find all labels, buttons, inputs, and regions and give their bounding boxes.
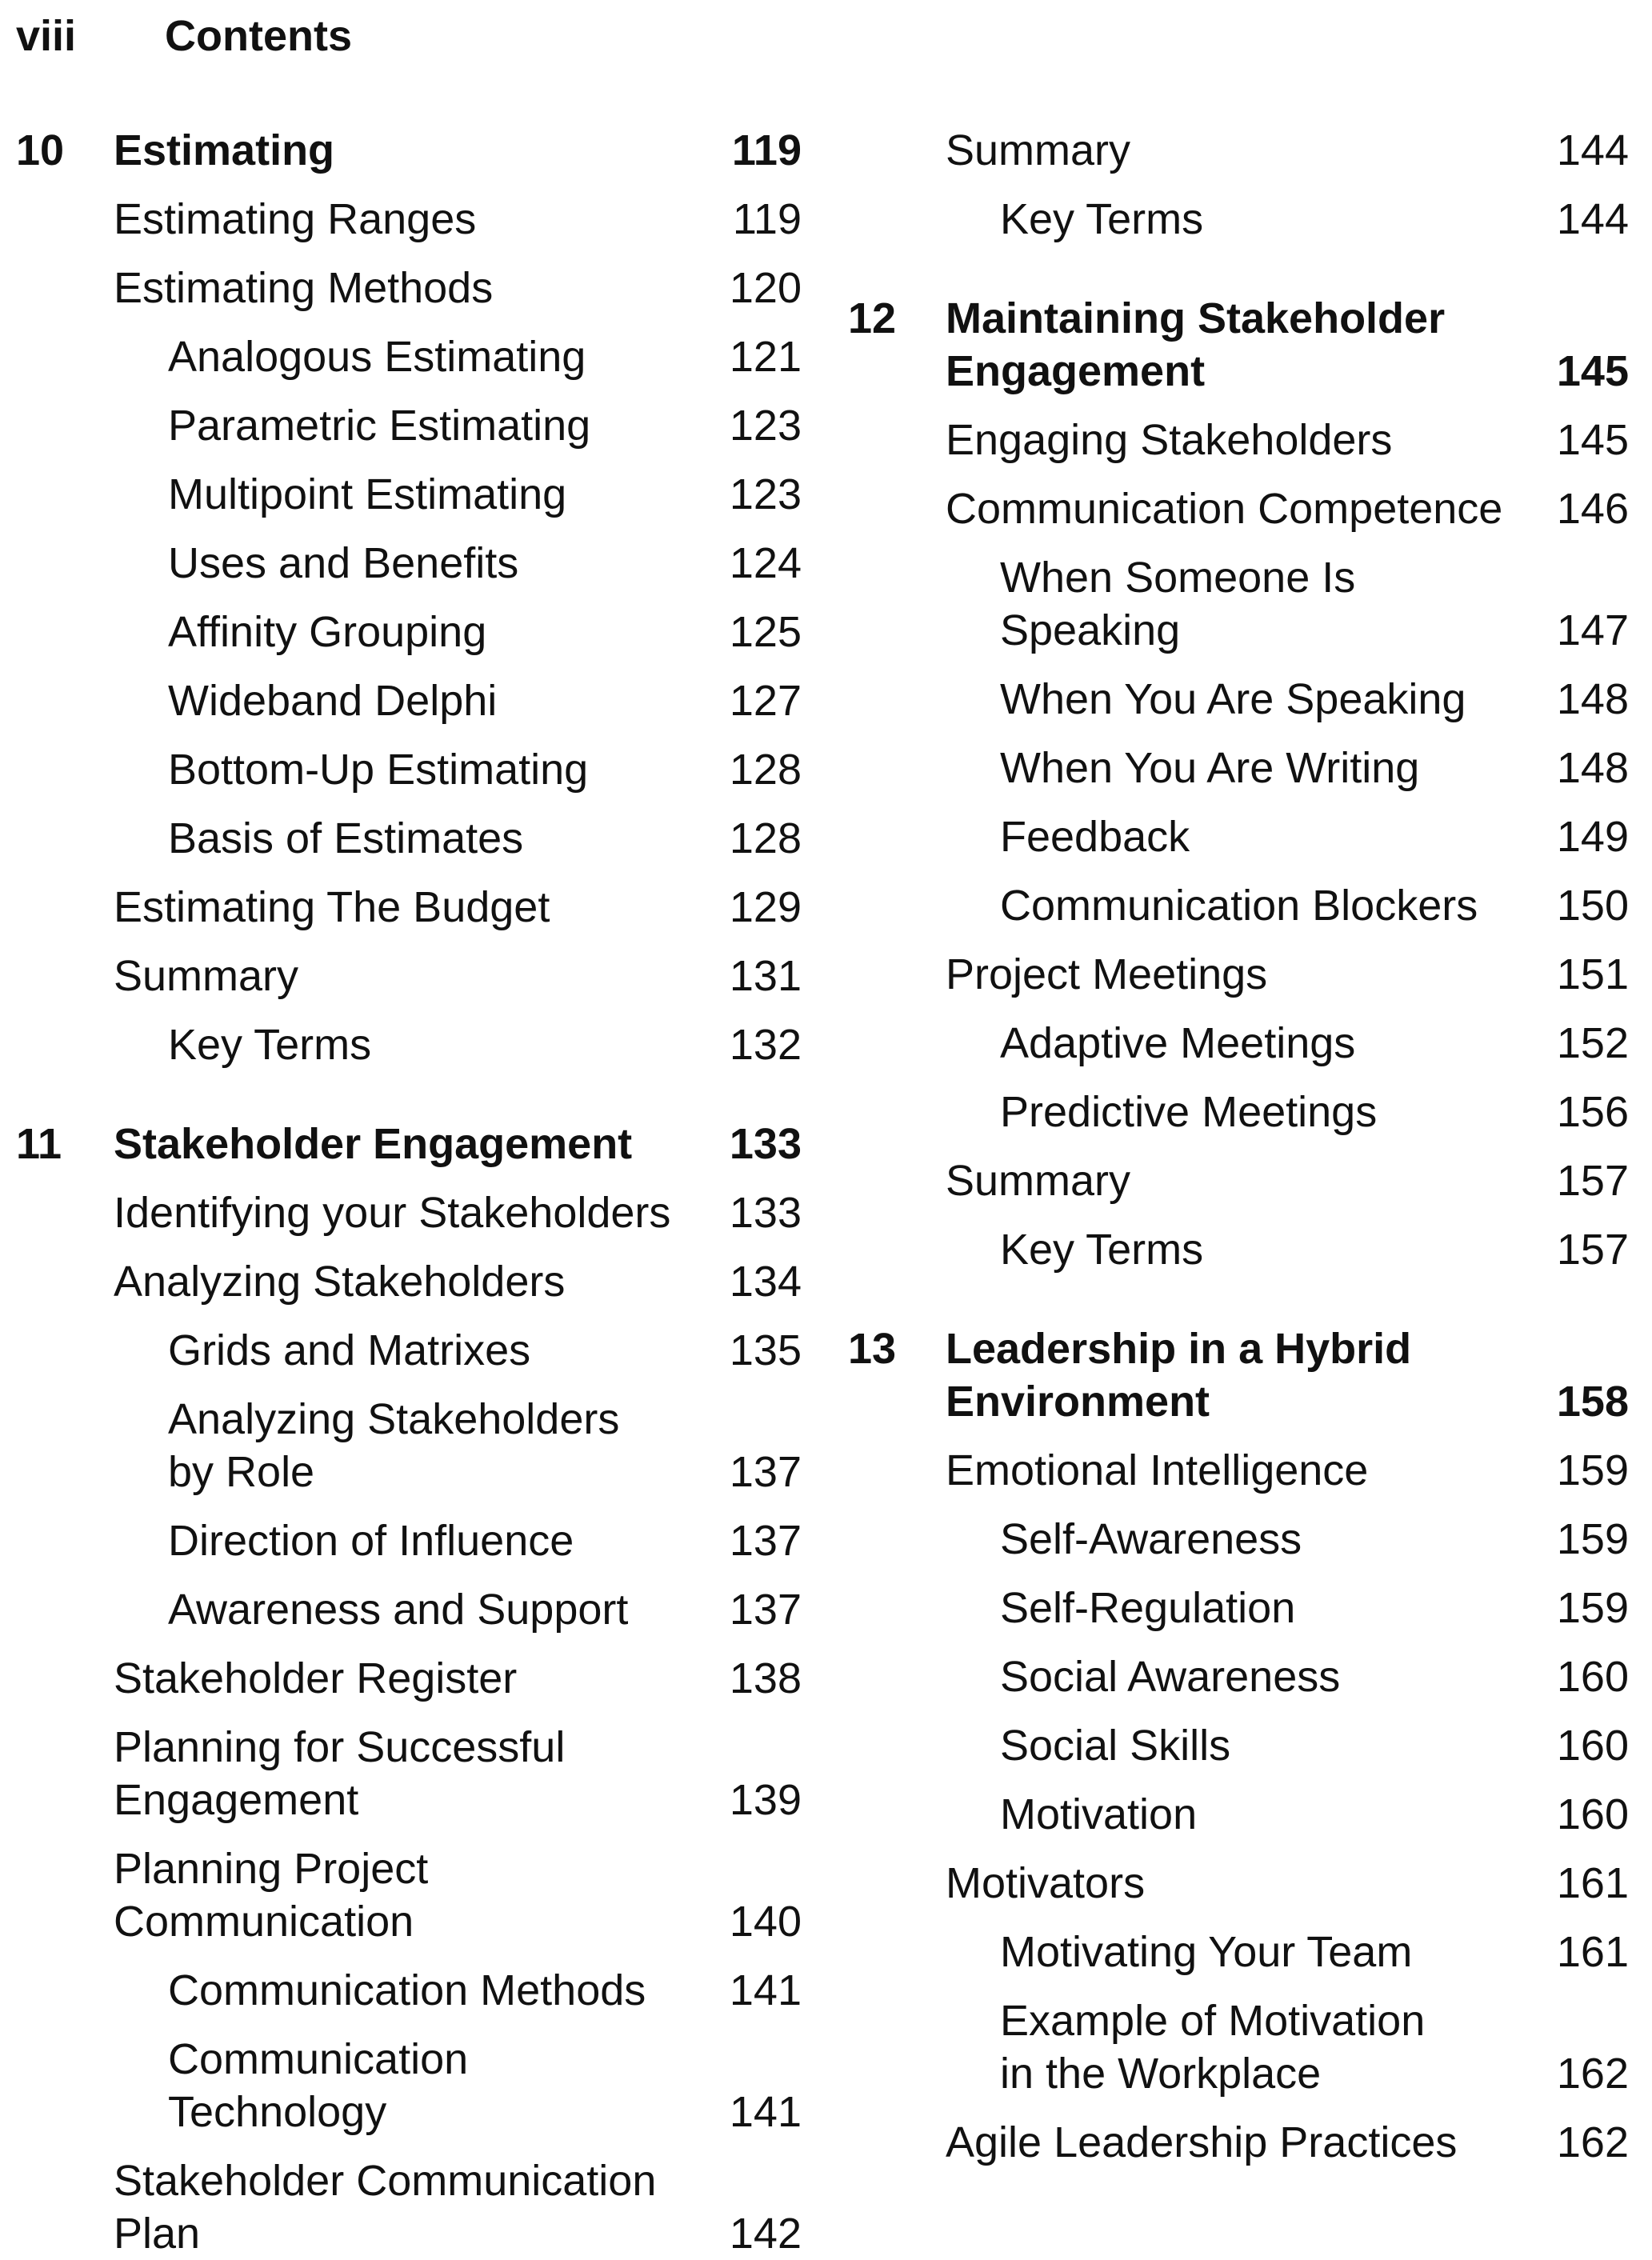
toc-entry-page-number: 131	[729, 952, 802, 1000]
toc-entry[interactable]	[16, 1842, 802, 1948]
toc-entry-title: Motivators	[946, 1859, 1146, 1907]
toc-entry[interactable]	[848, 1857, 1629, 1910]
chapter-title: Stakeholder Engagement	[114, 1120, 633, 1168]
toc-entry-page-number: 162	[1556, 2050, 1629, 2098]
toc-entry-title: Estimating Ranges	[114, 195, 477, 243]
toc-entry-title: Social Skills	[1000, 1722, 1231, 1770]
toc-chapter	[16, 1118, 802, 2260]
toc-entry-page-number: 127	[729, 677, 802, 725]
toc-entry[interactable]	[848, 124, 1629, 177]
toc-entry[interactable]	[16, 1186, 802, 1239]
toc-entry[interactable]	[848, 1994, 1629, 2100]
toc-entry-page-number: 141	[729, 1966, 802, 2014]
toc-entry-title: Communication Blockers	[1000, 882, 1478, 930]
toc-entry[interactable]	[16, 537, 802, 590]
toc-entry-page-number: 133	[729, 1189, 802, 1237]
toc-entry[interactable]	[16, 1255, 802, 1308]
toc-entry[interactable]	[848, 1788, 1629, 1841]
toc-entry[interactable]	[848, 414, 1629, 466]
toc-entry-title: When You Are Speaking	[1000, 675, 1466, 723]
toc-entry-title: Estimating Methods	[114, 264, 494, 312]
toc-entry-title: When Someone Is Speaking	[1000, 554, 1356, 654]
toc-entry-title: Multipoint Estimating	[168, 470, 567, 518]
toc-entry-page-number: 121	[729, 333, 802, 381]
toc-entry[interactable]	[16, 2033, 802, 2138]
toc-entry-title: Summary	[946, 126, 1131, 174]
toc-entry[interactable]	[16, 262, 802, 314]
toc-entry[interactable]	[848, 1650, 1629, 1703]
toc-entry-page-number: 135	[729, 1326, 802, 1374]
toc-entry-title: Self-Awareness	[1000, 1515, 1302, 1563]
toc-entry[interactable]	[16, 1964, 802, 2017]
toc-entry[interactable]	[848, 1719, 1629, 1772]
toc-entry-page-number: 129	[729, 883, 802, 931]
toc-column-right	[848, 124, 1629, 2169]
header-page-number: viii	[16, 12, 77, 60]
toc-entry-title: Key Terms	[1000, 1226, 1204, 1274]
toc-entry-page-number: 152	[1556, 1019, 1629, 1067]
toc-entry-page-number: 123	[729, 402, 802, 450]
toc-entry-page-number: 161	[1556, 1928, 1629, 1976]
toc-entry[interactable]	[848, 482, 1629, 535]
toc-entry-page-number: 128	[729, 814, 802, 862]
toc-entry-title: When You Are Writing	[1000, 744, 1420, 792]
toc-entry-title: Summary	[114, 952, 299, 1000]
chapter-heading[interactable]	[16, 1118, 802, 1170]
toc-entry-title: Grids and Matrixes	[168, 1326, 531, 1374]
toc-entry-title: Bottom-Up Estimating	[168, 746, 589, 794]
toc-chapter	[848, 1322, 1629, 2169]
toc-entry-title: Self-Regulation	[1000, 1584, 1296, 1632]
toc-entry[interactable]	[848, 673, 1629, 726]
toc-chapter	[848, 124, 1629, 246]
toc-entry[interactable]	[848, 948, 1629, 1001]
toc-entry[interactable]	[848, 810, 1629, 863]
toc-entry-page-number: 160	[1556, 1790, 1629, 1838]
toc-entry-page-number: 147	[1556, 606, 1629, 654]
toc-entry-title: Communication Competence	[946, 485, 1503, 533]
toc-entry-title: Feedback	[1000, 813, 1190, 861]
toc-entry-page-number: 123	[729, 470, 802, 518]
toc-entry-title: Estimating The Budget	[114, 883, 550, 931]
toc-entry[interactable]	[16, 1018, 802, 1071]
toc-entry[interactable]	[848, 1513, 1629, 1566]
toc-entry-title: Adaptive Meetings	[1000, 1019, 1356, 1067]
toc-entry[interactable]	[848, 742, 1629, 794]
toc-entry-page-number: 151	[1556, 950, 1629, 998]
chapter-title: Leadership in a Hybrid Environment	[946, 1325, 1412, 1426]
toc-entry-title: Motivating Your Team	[1000, 1928, 1413, 1976]
chapter-title: Maintaining Stakeholder Engagement	[946, 294, 1446, 395]
toc-entry[interactable]	[848, 2116, 1629, 2169]
toc-entry-page-number: 157	[1556, 1226, 1629, 1274]
toc-entry[interactable]	[848, 1582, 1629, 1634]
toc-entry-title: Motivation	[1000, 1790, 1198, 1838]
toc-entry-page-number: 159	[1556, 1584, 1629, 1632]
toc-entry-title: Basis of Estimates	[168, 814, 524, 862]
chapter-number: 12	[848, 294, 897, 342]
toc-entry-title: Direction of Influence	[168, 1517, 574, 1565]
toc-entry-page-number: 145	[1556, 416, 1629, 464]
chapter-title: Estimating	[114, 126, 335, 174]
toc-entry-title: Project Meetings	[946, 950, 1268, 998]
toc-entry[interactable]	[848, 879, 1629, 932]
chapter-heading[interactable]	[848, 1322, 1629, 1428]
toc-entry[interactable]	[16, 674, 802, 727]
toc-entry-title: Affinity Grouping	[168, 608, 487, 656]
toc-entry[interactable]	[16, 2154, 802, 2260]
toc-entry-page-number: 137	[729, 1517, 802, 1565]
toc-entry-page-number: 156	[1556, 1088, 1629, 1136]
toc-entry-page-number: 146	[1556, 485, 1629, 533]
toc-entry-page-number: 144	[1556, 126, 1629, 174]
toc-entry-title: Communication Technology	[168, 2035, 469, 2136]
chapter-number: 10	[16, 126, 65, 174]
toc-entry[interactable]	[16, 330, 802, 383]
toc-entry-title: Engaging Stakeholders	[946, 416, 1393, 464]
chapter-number: 13	[848, 1325, 897, 1373]
toc-entry[interactable]	[16, 1652, 802, 1705]
toc-entry[interactable]	[848, 1086, 1629, 1138]
toc-entry[interactable]	[16, 468, 802, 521]
toc-entry-title: Stakeholder Communication Plan	[114, 2157, 657, 2258]
toc-entry[interactable]	[16, 1721, 802, 1826]
toc-entry-title: Planning Project Communication	[114, 1845, 429, 1946]
toc-entry-page-number: 160	[1556, 1722, 1629, 1770]
chapter-number: 11	[16, 1120, 62, 1168]
toc-entry-page-number: 120	[729, 264, 802, 312]
toc-entry-page-number: 159	[1556, 1515, 1629, 1563]
toc-chapter	[16, 124, 802, 1071]
toc-entry-title: Analyzing Stakeholders by Role	[168, 1395, 620, 1496]
toc-entry[interactable]	[16, 812, 802, 865]
toc-entry-page-number: 160	[1556, 1653, 1629, 1701]
toc-entry-page-number: 161	[1556, 1859, 1629, 1907]
toc-entry-title: Awareness and Support	[168, 1586, 629, 1634]
toc-entry-page-number: 142	[729, 2210, 802, 2258]
toc-entry-title: Wideband Delphi	[168, 677, 498, 725]
toc-entry-page-number: 157	[1556, 1157, 1629, 1205]
toc-entry-page-number: 140	[729, 1898, 802, 1946]
toc-entry[interactable]	[16, 606, 802, 658]
toc-entry[interactable]	[16, 1393, 802, 1498]
toc-entry-page-number: 119	[732, 195, 802, 243]
chapter-heading[interactable]	[848, 292, 1629, 398]
toc-entry[interactable]	[16, 743, 802, 796]
toc-entry-title: Analyzing Stakeholders	[114, 1258, 566, 1306]
toc-entry-title: Stakeholder Register	[114, 1654, 518, 1702]
toc-entry-title: Identifying your Stakeholders	[114, 1189, 671, 1237]
chapter-page-number: 158	[1556, 1378, 1629, 1426]
toc-entry[interactable]	[16, 1583, 802, 1636]
toc-entry-title: Emotional Intelligence	[946, 1446, 1369, 1494]
toc-entry[interactable]	[16, 881, 802, 934]
toc-entry-title: Predictive Meetings	[1000, 1088, 1378, 1136]
toc-chapter	[848, 292, 1629, 1276]
toc-entry[interactable]	[16, 1324, 802, 1377]
toc-entry[interactable]	[848, 193, 1629, 246]
toc-entry[interactable]	[16, 193, 802, 246]
chapter-page-number: 145	[1556, 347, 1629, 395]
toc-entry-page-number: 144	[1556, 195, 1629, 243]
toc-entry-page-number: 137	[729, 1448, 802, 1496]
toc-entry-page-number: 134	[729, 1258, 802, 1306]
toc-entry-title: Planning for Successful Engagement	[114, 1723, 566, 1824]
toc-entry-page-number: 159	[1556, 1446, 1629, 1494]
toc-entry[interactable]	[16, 950, 802, 1002]
toc-entry[interactable]	[848, 1444, 1629, 1497]
toc-entry-page-number: 137	[729, 1586, 802, 1634]
chapter-heading[interactable]	[16, 124, 802, 177]
toc-entry-title: Uses and Benefits	[168, 539, 519, 587]
toc-entry-page-number: 162	[1556, 2118, 1629, 2166]
toc-entry-page-number: 132	[729, 1021, 802, 1069]
toc-entry-title: Key Terms	[1000, 195, 1204, 243]
toc-entry-page-number: 124	[729, 539, 802, 587]
toc-entry-title: Social Awareness	[1000, 1653, 1341, 1701]
toc-entry-title: Key Terms	[168, 1021, 372, 1069]
toc-entry-title: Analogous Estimating	[168, 333, 586, 381]
toc-entry-title: Parametric Estimating	[168, 402, 591, 450]
toc-entry-page-number: 138	[729, 1654, 802, 1702]
toc-entry-title: Example of Motivation in the Workplace	[1000, 1997, 1426, 2098]
toc-column-left	[16, 124, 802, 2260]
toc-entry-page-number: 150	[1556, 882, 1629, 930]
toc-entry[interactable]	[848, 1017, 1629, 1070]
toc-entry[interactable]	[848, 1154, 1629, 1207]
toc-entry-page-number: 128	[729, 746, 802, 794]
toc-entry-title: Agile Leadership Practices	[946, 2118, 1458, 2166]
toc-entry[interactable]	[848, 551, 1629, 657]
chapter-page-number: 133	[729, 1120, 802, 1168]
toc-entry-title: Summary	[946, 1157, 1131, 1205]
toc-entry[interactable]	[848, 1926, 1629, 1978]
toc-entry-page-number: 148	[1556, 744, 1629, 792]
chapter-page-number: 119	[731, 126, 802, 174]
toc-entry-title: Communication Methods	[168, 1966, 646, 2014]
toc-entry-page-number: 149	[1556, 813, 1629, 861]
toc-entry-page-number: 139	[729, 1776, 802, 1824]
header-title: Contents	[165, 12, 352, 60]
toc-entry-page-number: 148	[1556, 675, 1629, 723]
toc-entry[interactable]	[16, 1514, 802, 1567]
toc-entry[interactable]	[848, 1223, 1629, 1276]
toc-entry-page-number: 141	[729, 2088, 802, 2136]
toc-entry-page-number: 125	[729, 608, 802, 656]
toc-entry[interactable]	[16, 399, 802, 452]
